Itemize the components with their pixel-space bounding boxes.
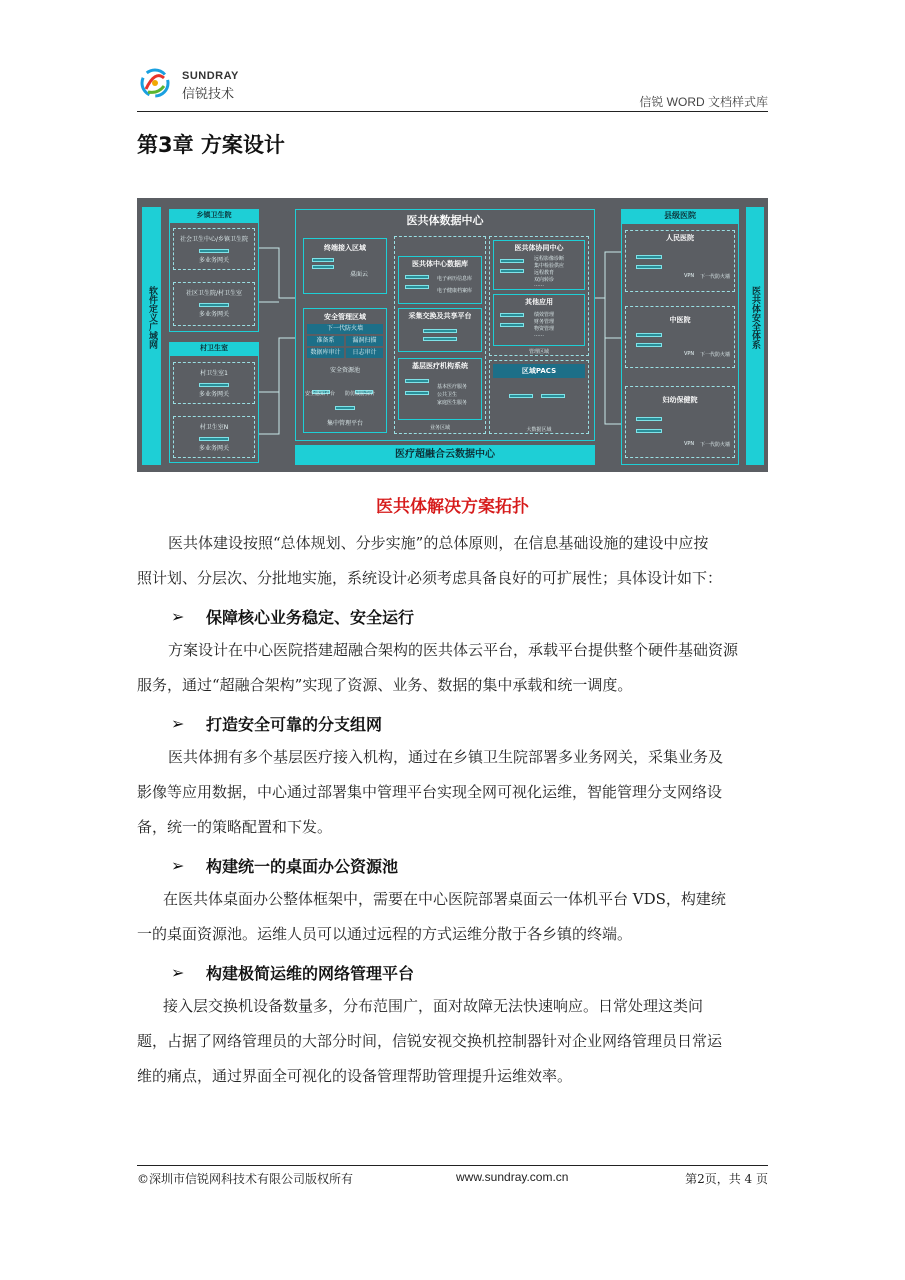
footer-website[interactable]: www.sundray.com.cn [456,1170,569,1184]
access-label: 桌面云 [350,271,369,278]
device-icon [500,269,524,273]
section-3-title: 构建统一的桌面办公资源池 [206,857,399,876]
device-icon [405,275,429,279]
county-title: 县级医院 [621,209,739,223]
county-vpn: VPN [684,351,695,357]
county-fw: 下一代防火墙 [700,442,731,448]
section-2-line-1: 医共体拥有多个基层医疗接入机构，通过在乡镇卫生院部署多业务网关，采集业务及 [168,748,724,766]
county-h2-title: 中医院 [669,316,691,324]
intro-line-1: 医共体建设按照“总体规划、分步实施”的总体原则，在信息基础设施的建设中应按 [168,534,709,552]
section-4-title: 构建极简运维的网络管理平台 [206,964,415,983]
dc-center-l2: 电子健康档案库 [437,288,473,294]
security-row3: 安全资源池 [329,367,360,374]
other-apps-l2: 财务管理 [534,319,555,325]
village-item1-label: 村卫生室1 [200,370,228,377]
other-apps-l3: 物资管理 [534,326,555,332]
section-4-line-2: 题，占据了网络管理员的大部分时间，信锐安视交换机控制器针对企业网络管理员日常运 [137,1032,723,1050]
pacs-box [493,364,585,378]
county-fw: 下一代防火墙 [700,274,731,280]
other-apps-l4: …… [534,332,544,338]
other-apps-l1: 绩效管理 [534,312,555,318]
figure-caption: 医共体解决方案拓扑 [376,497,529,517]
footer-page-number: 第2页，共 4 页 [685,1172,768,1186]
township-item1-gw: 多业务网关 [198,257,229,264]
section-3-bullet: ➢ [171,856,185,875]
device-icon [500,313,524,317]
device-icon [636,417,662,421]
footer-copyright: ©深圳市信锐网科技术有限公司版权所有 [137,1172,354,1186]
sundray-logo-icon [136,64,174,102]
device-icon [312,258,334,262]
township-item2-gw: 多业务网关 [198,311,229,318]
device-icon [636,343,662,347]
village-item1-gw: 多业务网关 [198,391,229,398]
security-row4a: 安全感知平台 [305,391,336,397]
security-r1a-box [307,336,344,346]
village-item2-label: 村卫生室N [199,424,229,431]
county-h3-title: 妇幼保健院 [662,396,698,404]
section-4-bullet: ➢ [171,963,185,982]
section-1-line-2: 服务，通过“超融合架构”实现了资源、业务、数据的集中承载和统一调度。 [137,676,633,694]
logo-en: SUNDRAY [182,70,239,82]
section-3-line-1: 在医共体桌面办公整体框架中，需要在中心医院部署桌面云一体机平台 VDS，构建统 [163,890,726,908]
device-icon [312,265,334,269]
township-item2 [173,282,255,326]
collab-l5: …… [534,282,544,288]
dc-center-box [398,256,482,304]
device-icon [405,391,429,395]
access-area [303,238,387,294]
other-apps-title: 其他应用 [525,298,553,306]
bottom-title: 医疗超融合云数据中心 [295,445,595,465]
footer-rule [137,1165,768,1166]
section-1-title: 保障核心业务稳定、安全运行 [206,608,415,627]
security-r2b-box [346,348,383,358]
collab-l2: 集中检验供应 [534,263,565,269]
device-icon [405,379,429,383]
security-r1b: 漏洞扫描 [352,337,377,344]
county-h3 [625,386,735,458]
exchange-box [398,308,482,352]
header-rule [137,111,768,112]
security-fw-row [307,324,383,334]
device-icon [199,383,229,387]
security-r1b-box [346,336,383,346]
intro-line-2: 照计划、分层次、分批地实施，系统设计必须考虑具备良好的可扩展性；具体设计如下： [137,569,723,587]
township-item1-label: 社会卫生中心/乡镇卫生院 [179,236,249,243]
security-row5: 集中管理平台 [326,420,363,427]
security-row4b: 防仿威胁探针 [345,391,376,397]
header [0,0,905,115]
security-r2a: 数据库审计 [310,349,341,356]
device-icon [335,406,355,410]
base-sys-box [398,358,482,420]
township-title: 乡镇卫生院 [169,209,259,222]
county-fw: 下一代防火墙 [700,352,731,358]
base-sys-title: 基层医疗机构系统 [412,362,468,370]
device-icon [199,437,229,441]
county-vpn: VPN [684,273,695,279]
section-1-bullet: ➢ [171,607,185,626]
other-apps-box [493,294,585,346]
left-band-label: 软件定义广域网 [147,286,157,349]
section-2-bullet: ➢ [171,714,185,733]
mgmt-area-label: 管理区域 [528,349,549,355]
village-item2-gw: 多业务网关 [198,445,229,452]
section-3-line-2: 一的桌面资源池。运维人员可以通过远程的方式运维分散于各乡镇的终端。 [137,925,633,943]
device-icon [405,285,429,289]
pacs-title: 区域PACS [521,367,557,375]
base-sys-l2: 公共卫生 [437,392,458,398]
section-2-title: 打造安全可靠的分支组网 [206,715,383,734]
security-title: 安全管理区域 [324,313,366,321]
security-r2b: 日志审计 [352,349,377,356]
device-icon [423,337,457,341]
collab-l1: 远程影像诊断 [534,256,565,262]
device-icon [199,303,229,307]
device-icon [636,255,662,259]
chapter-title: 第3章 方案设计 [137,133,285,157]
pacs-area-label: 大数据区域 [526,427,552,433]
right-connectors [595,238,621,438]
device-icon [636,429,662,433]
base-sys-l3: 家庭医生服务 [437,400,468,406]
section-4-line-3: 维的痛点，通过界面全可视化的设备管理帮助管理提升运维效率。 [137,1067,573,1085]
county-vpn: VPN [684,441,695,447]
township-item2-label: 社区卫生院/村卫生室 [185,290,243,297]
access-title: 终端接入区域 [324,244,366,252]
device-icon [636,265,662,269]
device-icon [500,259,524,263]
collab-l4: 双向转诊 [534,277,555,283]
collab-l3: 远程教育 [534,270,555,276]
center-title: 医共体数据中心 [406,214,484,227]
section-2-line-3: 备，统一的策略配置和下发。 [137,818,333,836]
section-4-line-1: 接入层交换机设备数量多，分布范围广，面对故障无法快速响应。日常处理这类问 [163,997,704,1015]
right-band-label: 医共体安全体系 [750,286,760,349]
topology-figure [137,198,768,472]
county-h1-title: 人民医院 [666,234,694,242]
section-2-line-2: 影像等应用数据，中心通过部署集中管理平台实现全网可视化运维，智能管理分支网络设 [137,783,723,801]
device-icon [636,333,662,337]
left-connectors [259,238,295,438]
dc-center-l1: 电子病历信息库 [437,276,473,282]
dc-center-title: 医共体中心数据库 [412,260,468,268]
header-doc-label: 信锐 WORD 文档样式库 [639,95,768,109]
security-fw: 下一代防火墙 [326,325,363,332]
base-sys-l1: 基本医疗服务 [437,384,468,390]
village-item1 [173,362,255,404]
device-icon [509,394,533,398]
county-h1 [625,230,735,292]
village-item2 [173,416,255,458]
device-icon [199,249,229,253]
exchange-title: 采集交换及共享平台 [408,312,472,320]
device-icon [423,329,457,333]
device-icon [500,323,524,327]
security-r2a-box [307,348,344,358]
collab-title: 医共体协同中心 [514,244,564,252]
device-icon [541,394,565,398]
collab-box [493,240,585,290]
logo-cn: 信锐技术 [182,86,235,101]
section-1-line-1: 方案设计在中心医院搭建超融合架构的医共体云平台，承载平台提供整个硬件基础资源 [168,641,739,659]
county-h2 [625,306,735,368]
township-item1 [173,228,255,270]
village-title: 村卫生室 [169,342,259,355]
business-area-label: 业务区域 [429,425,450,431]
security-r1a: 准备系 [316,337,335,344]
